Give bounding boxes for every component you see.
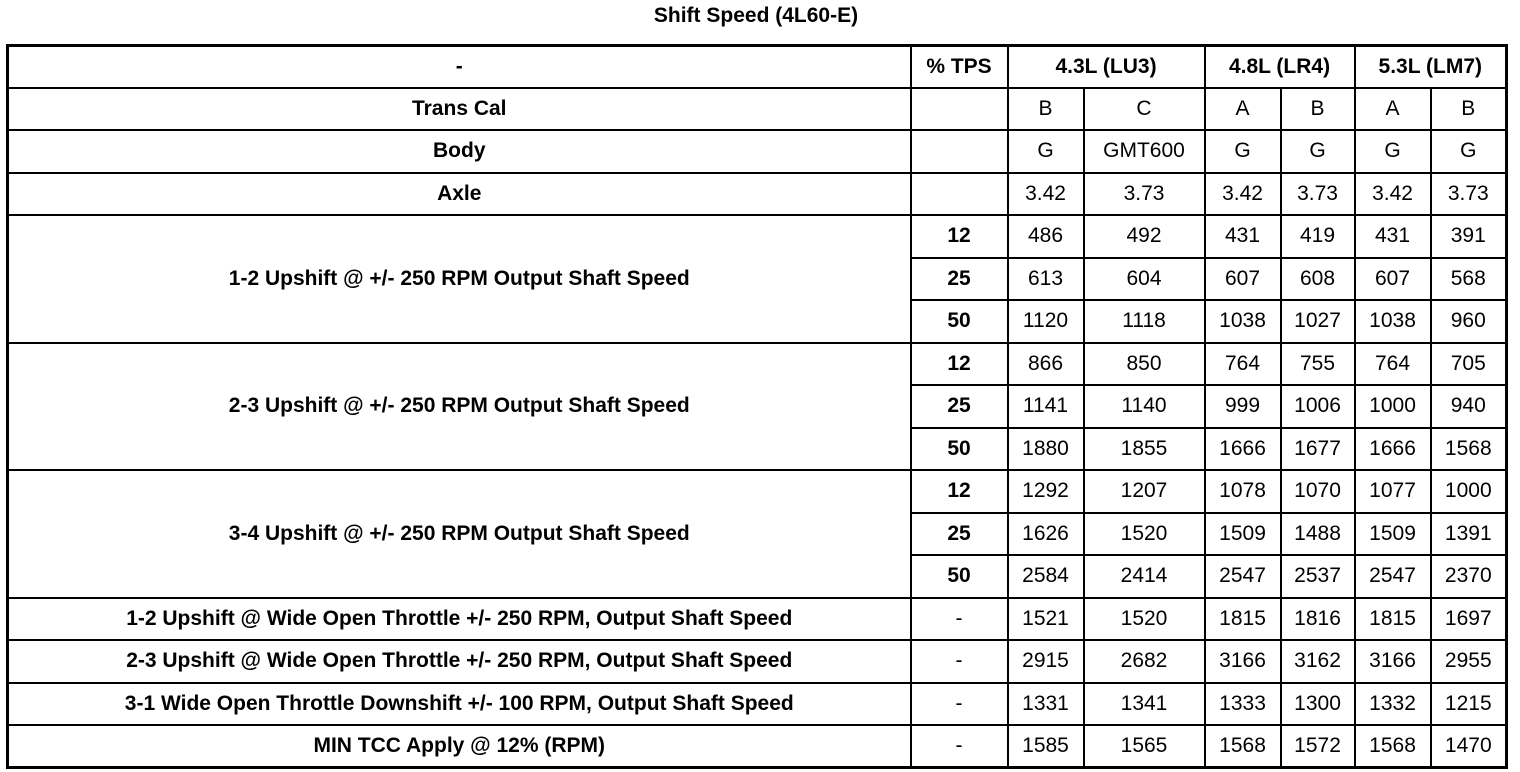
value-cell: 2370 [1431,555,1507,598]
value-cell: 613 [1008,258,1084,301]
value-cell: 1816 [1281,598,1355,641]
value-cell: 3.42 [1205,173,1281,216]
value-cell: G [1008,130,1084,173]
tps-cell: 12 [911,215,1008,258]
value-cell: 3.73 [1084,173,1205,216]
table-row [8,598,1507,641]
tps-cell: 50 [911,428,1008,471]
table-row [8,683,1507,726]
trans-cal-row [8,88,1507,131]
value-cell: 3.73 [1281,173,1355,216]
value-cell: 608 [1281,258,1355,301]
value-cell: 3166 [1205,640,1281,683]
value-cell: 2955 [1431,640,1507,683]
value-cell: 1292 [1008,470,1084,513]
value-cell: 1626 [1008,513,1084,556]
group-label: 3-4 Upshift @ +/- 250 RPM Output Shaft Speed [8,470,911,598]
value-cell: 1038 [1355,300,1431,343]
value-cell: 1391 [1431,513,1507,556]
value-cell: 431 [1205,215,1281,258]
value-cell: 2547 [1205,555,1281,598]
value-cell: 866 [1008,343,1084,386]
value-cell: 1880 [1008,428,1084,471]
value-cell: 1027 [1281,300,1355,343]
value-cell: GMT600 [1084,130,1205,173]
value-cell: 2537 [1281,555,1355,598]
value-cell: 2915 [1008,640,1084,683]
value-cell: 1572 [1281,725,1355,768]
table-row [8,215,1507,258]
group-label: 2-3 Upshift @ +/- 250 RPM Output Shaft Speed [8,343,911,471]
value-cell: 940 [1431,385,1507,428]
value-cell: 486 [1008,215,1084,258]
value-cell: G [1431,130,1507,173]
value-cell: 1488 [1281,513,1355,556]
value-cell: 607 [1205,258,1281,301]
axle-row [8,173,1507,216]
table-row [8,725,1507,768]
value-cell: 1000 [1355,385,1431,428]
row-label: MIN TCC Apply @ 12% (RPM) [8,725,911,768]
value-cell: 1215 [1431,683,1507,726]
value-cell: 1470 [1431,725,1507,768]
value-cell: 2682 [1084,640,1205,683]
value-cell: 1120 [1008,300,1084,343]
row-label: Axle [8,173,911,216]
header-row [8,46,1507,88]
value-cell: 3.42 [1355,173,1431,216]
value-cell: 1520 [1084,598,1205,641]
header-first-col: - [8,46,911,88]
table-row [8,343,1507,386]
value-cell: 1568 [1431,428,1507,471]
value-cell: 1070 [1281,470,1355,513]
value-cell: 1815 [1355,598,1431,641]
value-cell: 1038 [1205,300,1281,343]
tps-cell: 25 [911,513,1008,556]
value-cell: 1300 [1281,683,1355,726]
value-cell: 1333 [1205,683,1281,726]
value-cell: 1509 [1205,513,1281,556]
value-cell: 1666 [1205,428,1281,471]
value-cell: B [1008,88,1084,131]
tps-cell: 12 [911,470,1008,513]
value-cell: 1141 [1008,385,1084,428]
tps-cell: 25 [911,258,1008,301]
tps-cell [911,88,1008,131]
value-cell: 419 [1281,215,1355,258]
tps-cell: 50 [911,555,1008,598]
tps-cell: 50 [911,300,1008,343]
table-row [8,470,1507,513]
value-cell: A [1205,88,1281,131]
value-cell: 1140 [1084,385,1205,428]
value-cell: G [1205,130,1281,173]
value-cell: 1568 [1205,725,1281,768]
value-cell: 1815 [1205,598,1281,641]
row-label: 3-1 Wide Open Throttle Downshift +/- 100 RPM, Output Shaft Speed [8,683,911,726]
tps-cell: 25 [911,385,1008,428]
row-label: 2-3 Upshift @ Wide Open Throttle +/- 250 RPM, Output Shaft Speed [8,640,911,683]
value-cell: 1078 [1205,470,1281,513]
value-cell: B [1281,88,1355,131]
row-label: Body [8,130,911,173]
value-cell: 1585 [1008,725,1084,768]
value-cell: 1521 [1008,598,1084,641]
tps-cell [911,173,1008,216]
header-engine-4-3l: 4.3L (LU3) [1008,46,1205,88]
value-cell: 1077 [1355,470,1431,513]
row-label: 1-2 Upshift @ Wide Open Throttle +/- 250 RPM, Output Shaft Speed [8,598,911,641]
tps-cell: - [911,725,1008,768]
value-cell: 492 [1084,215,1205,258]
value-cell: 960 [1431,300,1507,343]
value-cell: 1341 [1084,683,1205,726]
value-cell: 1207 [1084,470,1205,513]
value-cell: 1332 [1355,683,1431,726]
row-label: Trans Cal [8,88,911,131]
table-row [8,640,1507,683]
tps-cell: - [911,598,1008,641]
value-cell: 431 [1355,215,1431,258]
value-cell: 3.42 [1008,173,1084,216]
value-cell: 1331 [1008,683,1084,726]
value-cell: 1568 [1355,725,1431,768]
value-cell: 1000 [1431,470,1507,513]
value-cell: 1520 [1084,513,1205,556]
value-cell: 999 [1205,385,1281,428]
tps-cell: 12 [911,343,1008,386]
value-cell: 3162 [1281,640,1355,683]
header-tps: % TPS [911,46,1008,88]
tps-cell: - [911,683,1008,726]
value-cell: 607 [1355,258,1431,301]
value-cell: 2414 [1084,555,1205,598]
value-cell: 1855 [1084,428,1205,471]
value-cell: 2547 [1355,555,1431,598]
value-cell: 391 [1431,215,1507,258]
header-engine-5-3l: 5.3L (LM7) [1355,46,1507,88]
value-cell: 2584 [1008,555,1084,598]
value-cell: 764 [1205,343,1281,386]
shift-speed-table [6,44,1508,769]
value-cell: 1666 [1355,428,1431,471]
group-label: 1-2 Upshift @ +/- 250 RPM Output Shaft Speed [8,215,911,343]
tps-cell [911,130,1008,173]
table-title: Shift Speed (4L60-E) [653,4,859,27]
value-cell: 1697 [1431,598,1507,641]
value-cell: B [1431,88,1507,131]
value-cell: 1565 [1084,725,1205,768]
value-cell: 3.73 [1431,173,1507,216]
value-cell: 604 [1084,258,1205,301]
value-cell: 705 [1431,343,1507,386]
value-cell: 1006 [1281,385,1355,428]
header-engine-4-8l: 4.8L (LR4) [1205,46,1355,88]
value-cell: 3166 [1355,640,1431,683]
value-cell: A [1355,88,1431,131]
value-cell: 755 [1281,343,1355,386]
value-cell: 1677 [1281,428,1355,471]
value-cell: 850 [1084,343,1205,386]
value-cell: C [1084,88,1205,131]
value-cell: G [1355,130,1431,173]
value-cell: G [1281,130,1355,173]
body-row [8,130,1507,173]
tps-cell: - [911,640,1008,683]
value-cell: 1118 [1084,300,1205,343]
value-cell: 764 [1355,343,1431,386]
value-cell: 1509 [1355,513,1431,556]
value-cell: 568 [1431,258,1507,301]
